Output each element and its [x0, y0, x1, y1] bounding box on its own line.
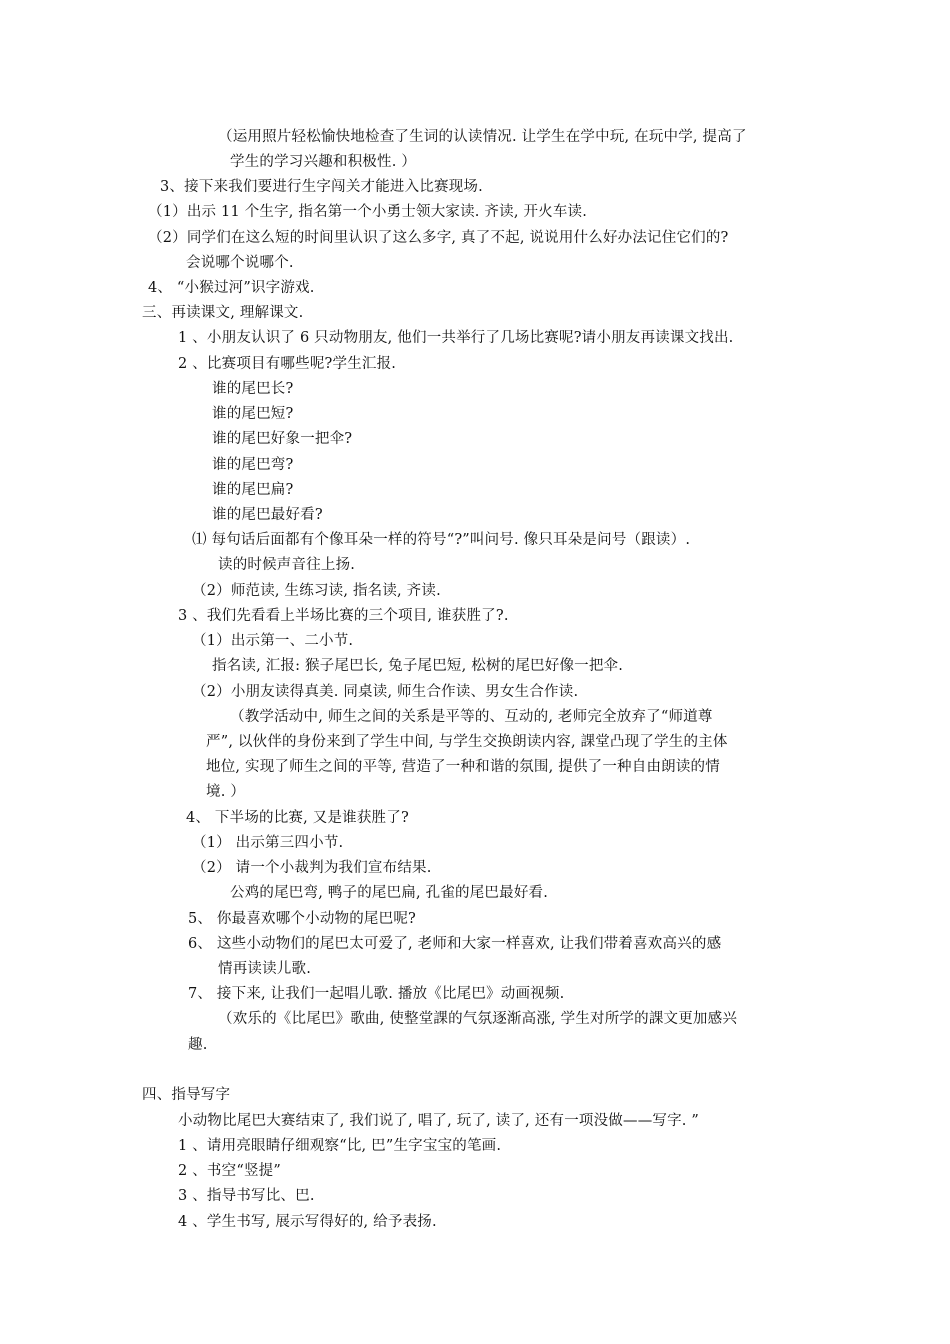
text-line: （2） 请一个小裁判为我们宣布结果. — [192, 860, 432, 876]
text-line: 谁的尾巴扁? — [212, 482, 294, 498]
text-line: （2）同学们在这么短的时间里认识了这么多字, 真了不起, 说说用什么好办法记住它们的? — [148, 230, 729, 246]
text-line: （1）出示第一、二小节. — [192, 633, 354, 649]
text-line: 7、 接下来, 让我们一起唱儿歌. 播放《比尾巴》动画视频. — [188, 986, 565, 1002]
text-line: 4、 下半场的比赛, 又是谁获胜了? — [186, 810, 409, 826]
text-line: （2）师范读, 生练习读, 指名读, 齐读. — [192, 583, 441, 599]
text-line: 谁的尾巴弯? — [212, 457, 294, 473]
text-line: （1）出示 11 个生字, 指名第一个小勇士领大家读. 齐读, 开火车读. — [148, 204, 588, 220]
text-line: 5、 你最喜欢哪个小动物的尾巴呢? — [188, 911, 417, 927]
text-line: 2 、书空“竖提” — [178, 1163, 281, 1179]
text-line: 1 、小朋友认识了 6 只动物朋友, 他们一共举行了几场比赛呢?请小朋友再读课文找出. — [178, 330, 734, 346]
text-line: 2 、比赛项目有哪些呢?学生汇报. — [178, 356, 397, 372]
text-line: 6、 这些小动物们的尾巴太可爱了, 老师和大家一样喜欢, 让我们带着喜欢高兴的感 — [188, 936, 722, 952]
text-line: 3 、我们先看看上半场比赛的三个项目, 谁获胜了?. — [178, 608, 509, 624]
text-line: 4、 “小猴过河”识字游戏. — [148, 280, 315, 296]
text-line: 指名读, 汇报: 猴子尾巴长, 兔子尾巴短, 松树的尾巴好像一把伞. — [212, 658, 624, 674]
text-line: 谁的尾巴短? — [212, 406, 294, 422]
section-heading: 三、再读课文, 理解课文. — [142, 305, 304, 321]
text-line: 谁的尾巴长? — [212, 381, 294, 397]
text-line: 谁的尾巴最好看? — [212, 507, 323, 523]
text-line: 3 、指导书写比、巴. — [178, 1188, 315, 1204]
text-line: 趣. — [188, 1037, 208, 1053]
text-line: 3、接下来我们要进行生字闯关才能进入比赛现场. — [160, 179, 483, 195]
text-line: 公鸡的尾巴弯, 鸭子的尾巴扁, 孔雀的尾巴最好看. — [230, 885, 549, 901]
text-line: ⑴ 每句话后面都有个像耳朵一样的符号“?”叫问号. 像只耳朵是问号（跟读）. — [192, 532, 691, 548]
text-line: 1 、请用亮眼睛仔细观察“比, 巴”生字宝宝的笔画. — [178, 1138, 502, 1154]
text-line: （2）小朋友读得真美. 同桌读, 师生合作读、男女生合作读. — [192, 684, 579, 700]
section-heading: 四、指导写字 — [142, 1087, 231, 1103]
text-line: （教学活动中, 师生之间的关系是平等的、互动的, 老师完全放弃了“师道尊 — [230, 709, 713, 725]
text-line: （运用照片轻松愉快地检查了生词的认读情况. 让学生在学中玩, 在玩中学, 提高了 — [218, 129, 747, 145]
text-line: （1） 出示第三四小节. — [192, 835, 344, 851]
text-line: 谁的尾巴好象一把伞? — [212, 431, 353, 447]
text-line: 学生的学习兴趣和积极性. ） — [230, 154, 417, 170]
text-line: 地位, 实现了师生之间的平等, 营造了一种和谐的氛围, 提供了一种自由朗读的情 — [206, 759, 720, 775]
text-line: 境. ） — [206, 784, 246, 800]
text-line: 会说哪个说哪个. — [186, 255, 294, 271]
text-line: 严”, 以伙伴的身份来到了学生中间, 与学生交换朗读内容, 課堂凸现了学生的主体 — [206, 734, 728, 750]
text-line: 情再读读儿歌. — [218, 961, 312, 977]
text-line: （欢乐的《比尾巴》歌曲, 使整堂課的气氛逐渐高涨, 学生对所学的課文更加感兴 — [218, 1011, 738, 1027]
text-line: 小动物比尾巴大赛结束了, 我们说了, 唱了, 玩了, 读了, 还有一项没做——写字. ” — [178, 1113, 700, 1129]
text-line: 读的时候声音往上扬. — [218, 557, 356, 573]
text-line: 4 、学生书写, 展示写得好的, 给予表扬. — [178, 1214, 437, 1230]
